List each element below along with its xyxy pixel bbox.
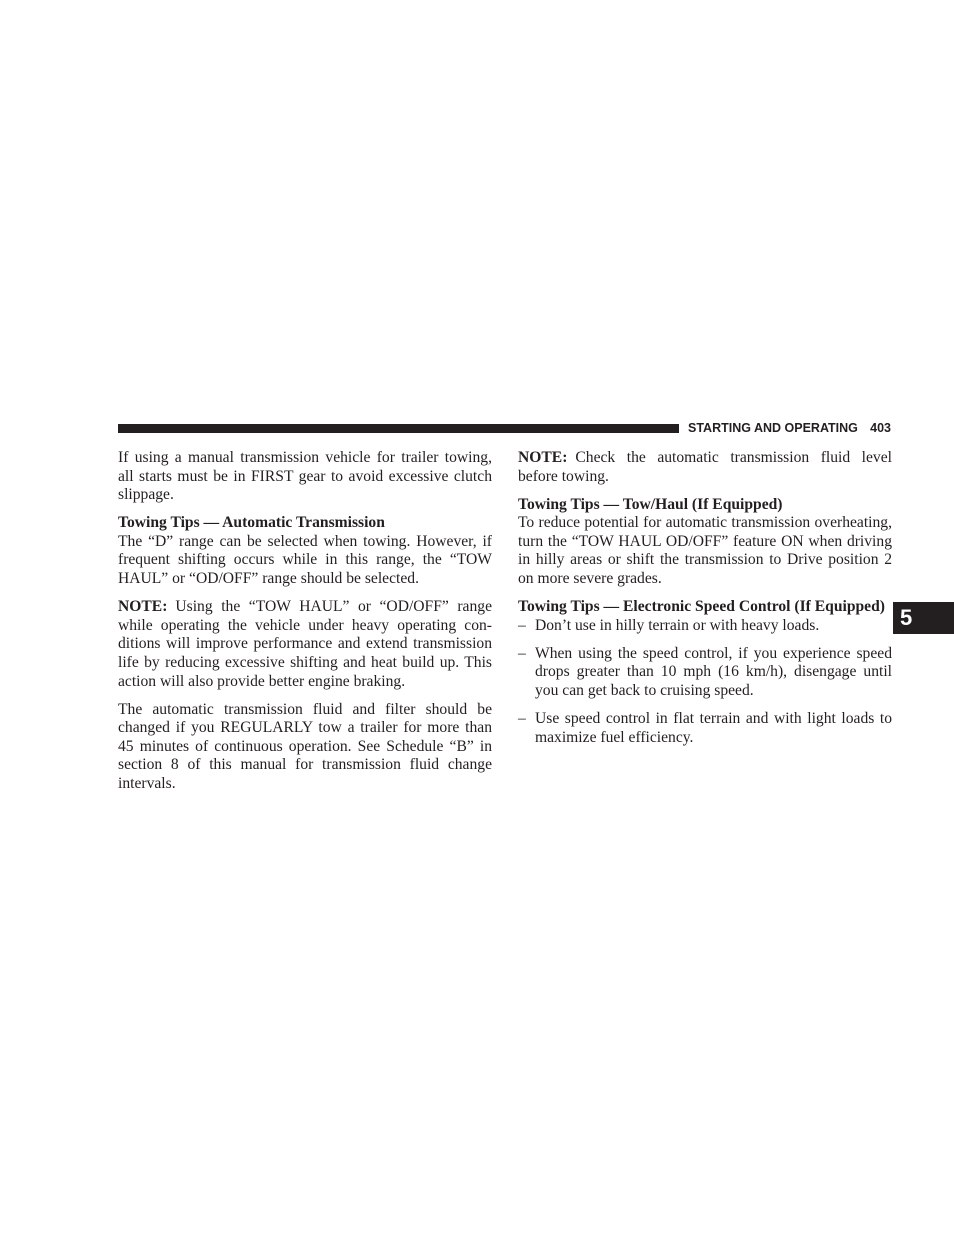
header-rule — [118, 424, 679, 433]
left-column — [118, 449, 492, 803]
page-number: 403 — [870, 421, 891, 435]
note-label: NOTE: — [118, 598, 168, 616]
note-fluid-level — [518, 449, 892, 486]
heading-tow-haul: Towing Tips — Tow/Haul (If Equipped) — [518, 495, 783, 513]
note-text: Check the automatic transmission fluid level before towing. — [518, 449, 892, 485]
list-item — [518, 617, 892, 636]
list-item — [518, 710, 892, 747]
running-header — [688, 420, 892, 436]
list-item-text: Use speed control in flat terrain and with light loads to maximize fuel efficiency. — [535, 710, 892, 746]
dash-bullet: – — [518, 710, 526, 728]
section-title: STARTING AND OPERATING — [688, 421, 858, 435]
chapter-tab: 5 — [893, 602, 954, 634]
tow-haul-paragraph: To reduce potential for automatic transmission overheating, turn the “TOW HAUL OD/OFF” feature ON when driving in hilly areas or shift the transmission to Drive position 2 on more severe grades. — [518, 514, 892, 588]
list-item-text: Don’t use in hilly terrain or with heavy loads. — [535, 616, 820, 634]
note-text: Using the “TOW HAUL” or “OD/OFF” range while operating the vehicle under heavy operating conditions will improve performance and extend transmission life by reducing excessive shifting and heat build up. This action will also provide better engine braking. — [118, 598, 492, 690]
d-range-paragraph: The “D” range can be selected when towing. However, if frequent shifting occurs while in this range, the “TOW HAUL” or “OD/OFF” range should be selected. — [118, 532, 492, 588]
note-tow-haul — [118, 598, 492, 691]
note-label: NOTE: — [518, 449, 568, 466]
speed-control-list — [518, 617, 892, 748]
heading-speed-control: Towing Tips — Electronic Speed Control (If Equipped) — [518, 598, 885, 616]
list-item-text: When using the speed control, if you experience speed drops greater than 10 mph (16 km/h), disengage until you can get back to cruising speed. — [535, 644, 892, 700]
fluid-change-paragraph: The automatic transmission fluid and filter should be changed if you REGULARLY tow a trailer for more than 45 minutes of continuous operation. See Schedule “B” in section 8 of this manual for transmission fluid change intervals. — [118, 700, 492, 792]
dash-bullet: – — [518, 644, 526, 662]
manual-transmission-paragraph: If using a manual transmission vehicle for trailer towing, all starts must be in FIRST gear to avoid excessive clutch slippage. — [118, 449, 492, 504]
dash-bullet: – — [518, 616, 526, 634]
list-item — [518, 645, 892, 701]
heading-automatic-transmission: Towing Tips — Automatic Transmission — [118, 514, 385, 532]
right-column — [518, 449, 892, 757]
